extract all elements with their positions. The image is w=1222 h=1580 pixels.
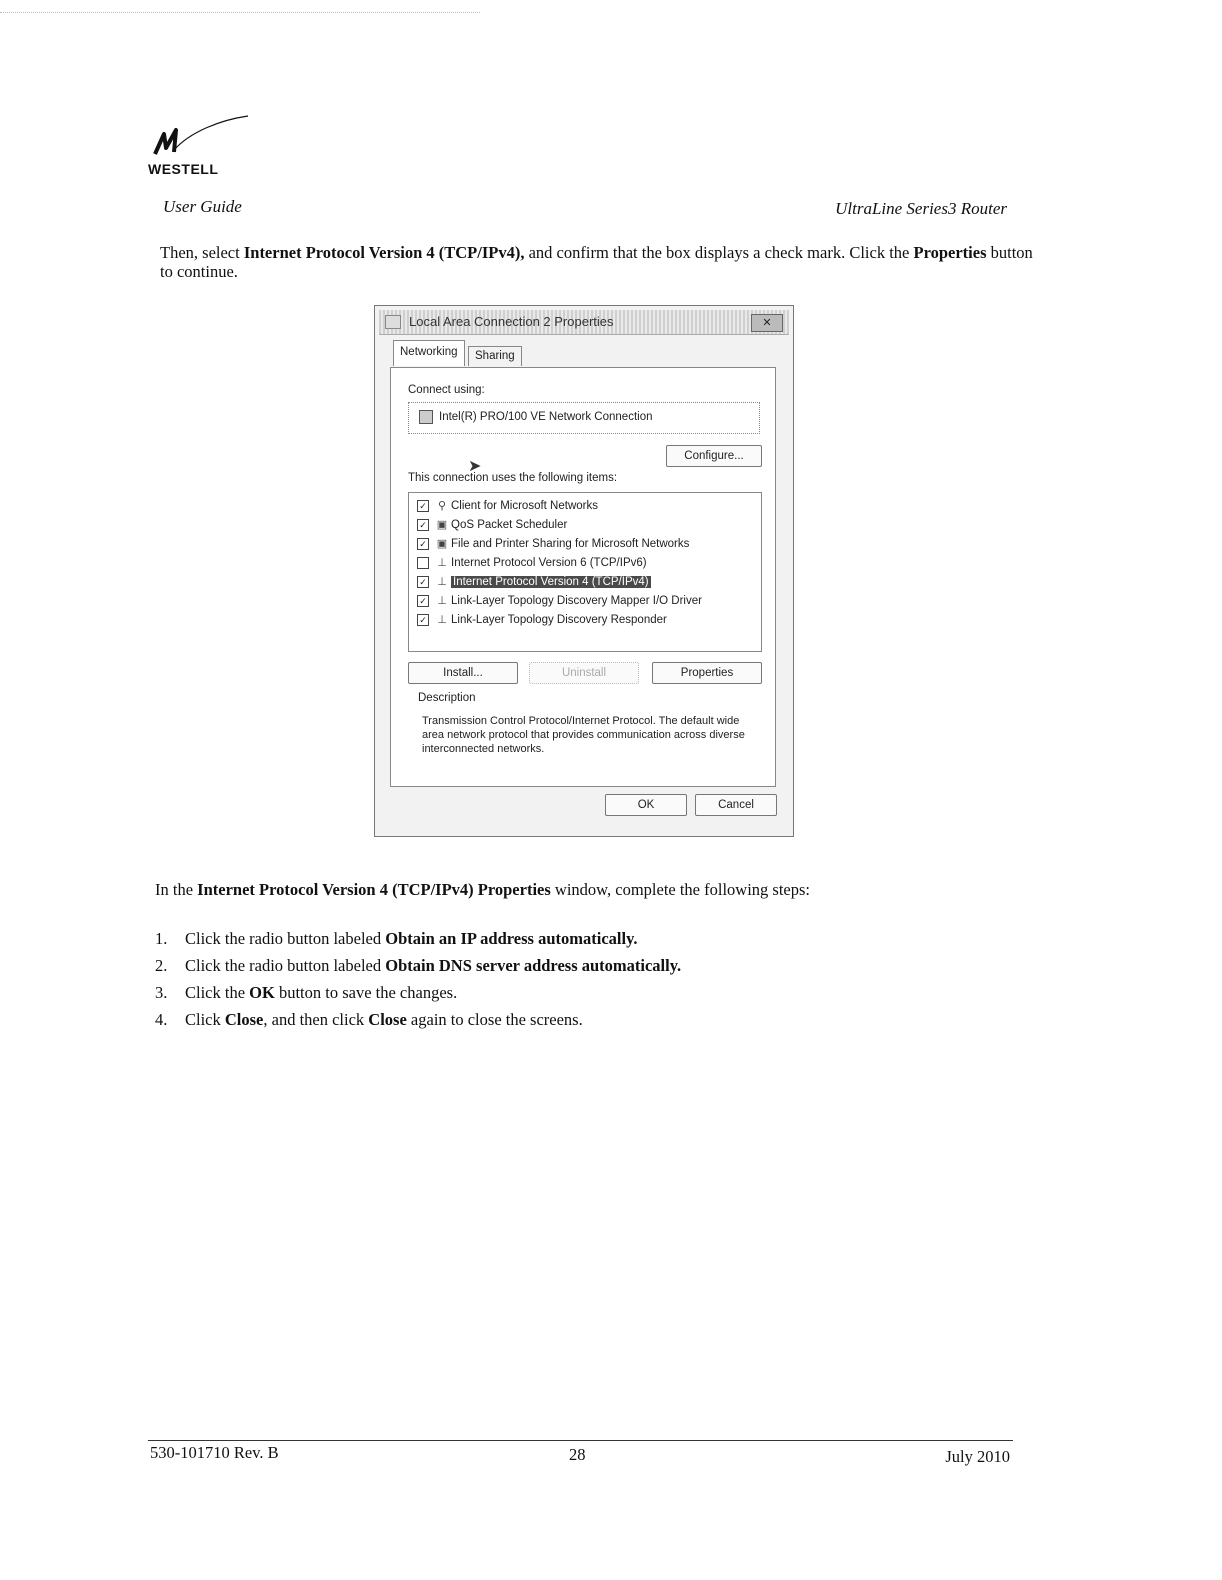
adapter-field [408, 402, 760, 434]
item-label: Link-Layer Topology Discovery Responder [451, 614, 667, 626]
list-item[interactable] [417, 611, 667, 629]
dialog-titlebar [379, 310, 789, 335]
connect-using-label: Connect using: [408, 384, 485, 396]
intro-paragraph: Then, select Internet Protocol Version 4 (TCP/IPv4), and confirm that the box displays a check mark. Click the Properties button to continue. [160, 243, 1033, 281]
mouse-cursor-icon: ➤ [468, 458, 482, 475]
item-checkbox[interactable] [417, 557, 429, 569]
uninstall-button: Uninstall [529, 662, 639, 684]
install-button[interactable]: Install... [408, 662, 518, 684]
item-label: Link-Layer Topology Discovery Mapper I/O Driver [451, 595, 702, 607]
item-label: Internet Protocol Version 4 (TCP/IPv4) [453, 576, 649, 588]
dialog-title: Local Area Connection 2 Properties [409, 314, 614, 329]
adapter-icon [419, 410, 433, 424]
item-label: File and Printer Sharing for Microsoft Networks [451, 538, 690, 550]
footer-date: July 2010 [945, 1447, 1010, 1466]
footer-rule [148, 1440, 1013, 1441]
properties-button[interactable]: Properties [652, 662, 762, 684]
header-left: User Guide [163, 197, 242, 216]
item-checkbox[interactable]: ✓ [417, 538, 429, 550]
item-label: QoS Packet Scheduler [451, 519, 568, 531]
westell-logo-icon [150, 112, 260, 162]
item-checkbox[interactable]: ✓ [417, 614, 429, 626]
scan-artifact-line [0, 12, 480, 13]
protocol-icon: ⊥ [437, 576, 447, 588]
items-list [408, 492, 762, 652]
header-right: UltraLine Series3 Router [835, 199, 1007, 218]
step-item: 4. Click Close, and then click Close again to close the screens. [155, 1010, 583, 1029]
networking-panel [390, 367, 776, 787]
list-item[interactable] [417, 535, 689, 553]
description-label: Description [418, 692, 476, 704]
list-item[interactable] [417, 554, 647, 572]
protocol-icon: ⊥ [437, 614, 447, 626]
page-number: 28 [569, 1445, 586, 1464]
cancel-button[interactable]: Cancel [695, 794, 777, 816]
qos-icon: ▣ [436, 519, 448, 531]
item-label: Internet Protocol Version 6 (TCP/IPv6) [451, 557, 647, 569]
item-checkbox[interactable]: ✓ [417, 595, 429, 607]
close-button[interactable]: ✕ [751, 314, 783, 332]
list-item[interactable] [417, 516, 567, 534]
printer-icon: ▣ [436, 538, 448, 550]
configure-button[interactable]: Configure... [666, 445, 762, 467]
client-icon: ⚲ [437, 500, 447, 512]
item-checkbox[interactable]: ✓ [417, 519, 429, 531]
protocol-icon: ⊥ [437, 595, 447, 607]
tab-sharing[interactable]: Sharing [468, 346, 522, 366]
item-checkbox[interactable]: ✓ [417, 500, 429, 512]
protocol-icon: ⊥ [437, 557, 447, 569]
item-checkbox[interactable]: ✓ [417, 576, 429, 588]
network-icon [385, 315, 401, 329]
description-text: Transmission Control Protocol/Internet Protocol. The default wide area network protocol that provides communication across diverse interconnected networks. [422, 715, 745, 755]
list-item[interactable] [417, 592, 702, 610]
step-item: 1. Click the radio button labeled Obtain an IP address automatically. [155, 929, 638, 948]
ok-button[interactable]: OK [605, 794, 687, 816]
list-item[interactable] [417, 497, 598, 515]
items-label: This connection uses the following items: [408, 472, 618, 484]
steps-intro: In the Internet Protocol Version 4 (TCP/IPv4) Properties window, complete the following steps: [155, 880, 811, 899]
footer-doc-number: 530-101710 Rev. B [150, 1443, 279, 1462]
logo-text: WESTELL [148, 161, 219, 177]
properties-dialog [374, 305, 794, 837]
item-label: Client for Microsoft Networks [451, 500, 598, 512]
tab-networking[interactable]: Networking [393, 340, 465, 366]
list-item[interactable] [417, 573, 651, 591]
adapter-name: Intel(R) PRO/100 VE Network Connection [439, 411, 653, 423]
step-item: 3. Click the OK button to save the changes. [155, 983, 458, 1002]
step-item: 2. Click the radio button labeled Obtain DNS server address automatically. [155, 956, 682, 975]
